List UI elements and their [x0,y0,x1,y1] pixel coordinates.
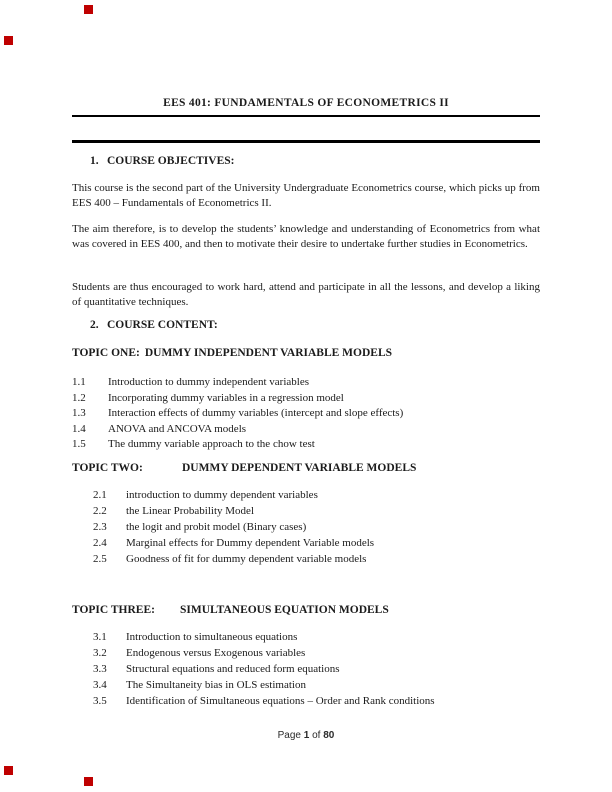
topic-label: TOPIC ONE: [72,347,140,359]
item-number: 2.1 [93,489,107,501]
list-item [93,677,435,693]
topic-two-heading [72,462,416,474]
item-number: 2.4 [93,537,107,549]
item-number: 1.2 [72,391,86,404]
list-item [93,645,435,661]
topic-title: SIMULTANEOUS EQUATION MODELS [180,604,389,616]
item-text: Introduction to simultaneous equations [126,631,298,643]
list-item [72,422,403,438]
heading-text: COURSE CONTENT: [107,319,218,331]
item-text: Endogenous versus Exogenous variables [126,647,306,659]
list-item [72,375,403,391]
footer-total-pages: 80 [323,730,335,741]
topic-two-item-list [93,487,374,567]
course-content-heading [90,319,218,331]
red-marker [4,766,13,775]
item-number: 3.1 [93,631,107,643]
list-item [72,437,403,453]
item-text: Marginal effects for Dummy dependent Variable models [126,537,375,549]
list-item [93,519,374,535]
item-number: 3.2 [93,647,107,659]
heading-number: 1. [90,155,99,167]
list-item [93,503,374,519]
item-number: 3.5 [93,695,107,707]
item-number: 1.1 [72,376,86,388]
red-marker [4,36,13,45]
item-text: the Linear Probability Model [126,505,254,517]
item-number: 3.3 [93,663,107,675]
section-divider-rule [72,140,540,143]
list-item [93,629,435,645]
item-number: 2.3 [93,521,107,533]
item-text: The Simultaneity bias in OLS estimation [126,679,306,691]
list-item [93,535,374,551]
heading-text: COURSE OBJECTIVES: [107,155,235,167]
item-text: Identification of Simultaneous equations – Order and Rank conditions [126,695,435,707]
list-item [93,551,374,567]
paragraph-course-aim: The aim therefore, is to develop the students’ knowledge and understanding of Econometrics from what was covered in EES 400, and then to motivate their desire to undertake further studies in Econometrics. [72,223,540,251]
item-text: ANOVA and ANCOVA models [108,422,247,435]
list-item [93,693,435,709]
document-title: EES 401: FUNDAMENTALS OF ECONOMETRICS II [163,97,449,109]
item-number: 2.2 [93,505,107,517]
topic-one-item-list [72,375,403,453]
topic-label: TOPIC THREE: [72,604,155,616]
footer-page-number: 1 [303,730,310,741]
red-marker [84,777,93,786]
item-text: Interaction effects of dummy variables (intercept and slope effects) [108,407,404,420]
topic-one-heading [72,347,392,359]
page-footer [0,730,612,741]
item-number: 3.4 [93,679,107,691]
item-text: Incorporating dummy variables in a regression model [108,391,344,404]
topic-label: TOPIC TWO: [72,462,143,474]
list-item [93,661,435,677]
item-text: Goodness of fit for dummy dependent variable models [126,553,367,565]
topic-title: DUMMY INDEPENDENT VARIABLE MODELS [144,347,393,359]
title-underline-rule [72,115,540,117]
red-marker [84,5,93,14]
paragraph-course-intro: This course is the second part of the University Undergraduate Econometrics course, which picks up from EES 400 – Fundamentals of Econometrics II. [72,182,540,210]
item-text: Introduction to dummy independent variables [108,376,310,388]
list-item [93,487,374,503]
footer-page-label: Page [277,730,301,741]
course-objectives-heading [90,155,235,167]
paragraph-student-encouragement: Students are thus encouraged to work hard, attend and participate in all the lessons, and develop a liking of quantitative techniques. [72,281,540,309]
topic-three-item-list [93,629,435,709]
item-number: 2.5 [93,553,107,565]
item-text: Structural equations and reduced form equations [126,663,340,675]
list-item [72,406,403,422]
list-item [72,391,403,407]
item-text: the logit and probit model (Binary cases) [126,521,307,533]
heading-number: 2. [90,319,99,331]
item-text: The dummy variable approach to the chow test [108,438,315,451]
topic-three-heading [72,604,389,616]
item-number: 1.5 [72,438,86,451]
topic-title: DUMMY DEPENDENT VARIABLE MODELS [182,462,417,474]
footer-of-label: of [312,730,321,741]
item-number: 1.3 [72,407,86,420]
item-number: 1.4 [72,422,86,435]
item-text: introduction to dummy dependent variables [126,489,318,501]
